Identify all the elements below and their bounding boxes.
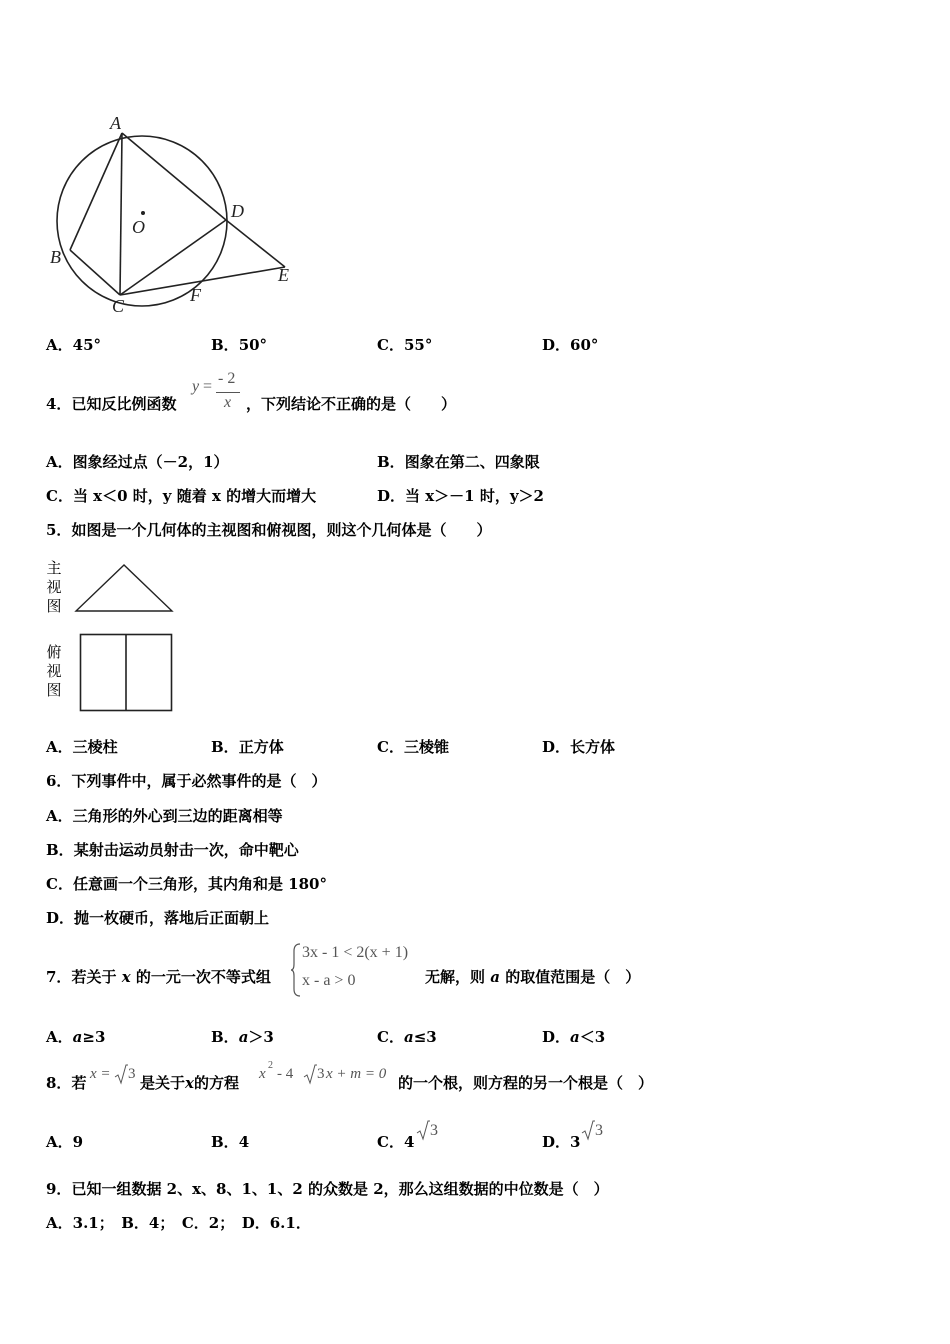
q8-option-c-radical: 3	[416, 1120, 442, 1144]
q5-option-c: C．三棱锥	[377, 738, 449, 756]
q9-stem: 9．已知一组数据 2、x、8、1、1、2 的众数是 2，那么这组数据的中位数是（ ）	[46, 1180, 609, 1198]
q4-stem: 4．已知反比例函数	[46, 395, 177, 413]
q8-equation: x 2 - 4 3 x + m = 0	[259, 1060, 387, 1082]
q7-inequality-system: 3x - 1 < 2(x + 1) x - a > 0	[290, 942, 420, 998]
q8-option-d: D．3	[542, 1133, 581, 1151]
q8-option-a: A．9	[46, 1133, 84, 1151]
q8-option-d-radical: 3	[581, 1120, 607, 1144]
q9-options: A．3.1； B．4； C．2； D．6.1．	[46, 1214, 311, 1232]
top-view-label: 俯 视 图	[46, 643, 62, 699]
q7-option-a: A．a≥3	[46, 1028, 106, 1046]
segment-ad	[122, 133, 226, 220]
q8-root-expression: x = 3	[90, 1066, 136, 1082]
q5-option-a: A．三棱柱	[46, 738, 118, 756]
q3-option-d: D．60°	[542, 336, 599, 354]
segment-bc	[70, 250, 120, 295]
q4-stem-suffix: ，下列结论不正确的是（ ）	[246, 395, 457, 413]
label-a: A	[110, 113, 121, 133]
front-view-triangle	[74, 562, 176, 614]
q6-stem: 6．下列事件中，属于必然事件的是（ ）	[46, 772, 327, 790]
q5-option-b: B．正方体	[211, 738, 284, 756]
q8-stem-start: 8．若	[46, 1074, 87, 1092]
segment-ce	[120, 267, 285, 295]
label-f: F	[190, 285, 201, 305]
q8-stem-suffix: 的一个根，则方程的另一个根是（ ）	[398, 1074, 654, 1092]
q7-stem-suffix: 无解，则 a 的取值范围是（ ）	[425, 968, 641, 986]
circle-figure	[40, 105, 310, 320]
q6-option-c: C．任意画一个三角形，其内角和是 180°	[46, 875, 327, 893]
q6-option-b: B．某射击运动员射击一次，命中靶心	[46, 841, 299, 859]
q3-option-a: A．45°	[46, 336, 102, 354]
segment-ab	[70, 133, 122, 250]
label-o: O	[132, 217, 145, 237]
label-c: C	[112, 296, 125, 316]
q8-option-b: B．4	[211, 1133, 250, 1151]
q6-option-a: A．三角形的外心到三边的距离相等	[46, 807, 283, 825]
q4-formula: y = - 2 x	[192, 370, 252, 420]
top-view-rectangle	[79, 633, 175, 713]
q4-option-a: A．图象经过点（－2，1）	[46, 453, 229, 471]
center-dot	[141, 211, 145, 215]
front-view-label: 主 视 图	[46, 559, 62, 615]
segment-ac	[120, 133, 122, 295]
q4-option-d: D．当 x＞－1 时，y＞2	[377, 487, 544, 505]
q8-option-c: C．4	[377, 1133, 415, 1151]
q5-option-d: D．长方体	[542, 738, 616, 756]
q3-option-b: B．50°	[211, 336, 268, 354]
q7-option-c: C．a≤3	[377, 1028, 437, 1046]
q8-stem-mid: 是关于x的方程	[140, 1074, 239, 1092]
q7-option-b: B．a＞3	[211, 1028, 274, 1046]
q7-option-d: D．a＜3	[542, 1028, 606, 1046]
label-e: E	[278, 265, 289, 285]
segment-de	[226, 220, 285, 267]
q6-option-d: D．抛一枚硬币，落地后正面朝上	[46, 909, 270, 927]
q4-option-c: C．当 x＜0 时，y 随着 x 的增大而增大	[46, 487, 317, 505]
label-d: D	[231, 201, 244, 221]
q3-option-c: C．55°	[377, 336, 433, 354]
q5-stem: 5．如图是一个几何体的主视图和俯视图，则这个几何体是（ ）	[46, 521, 492, 539]
q4-option-b: B．图象在第二、四象限	[377, 453, 540, 471]
q7-stem: 7．若关于 x 的一元一次不等式组	[46, 968, 271, 986]
label-b: B	[50, 247, 61, 267]
